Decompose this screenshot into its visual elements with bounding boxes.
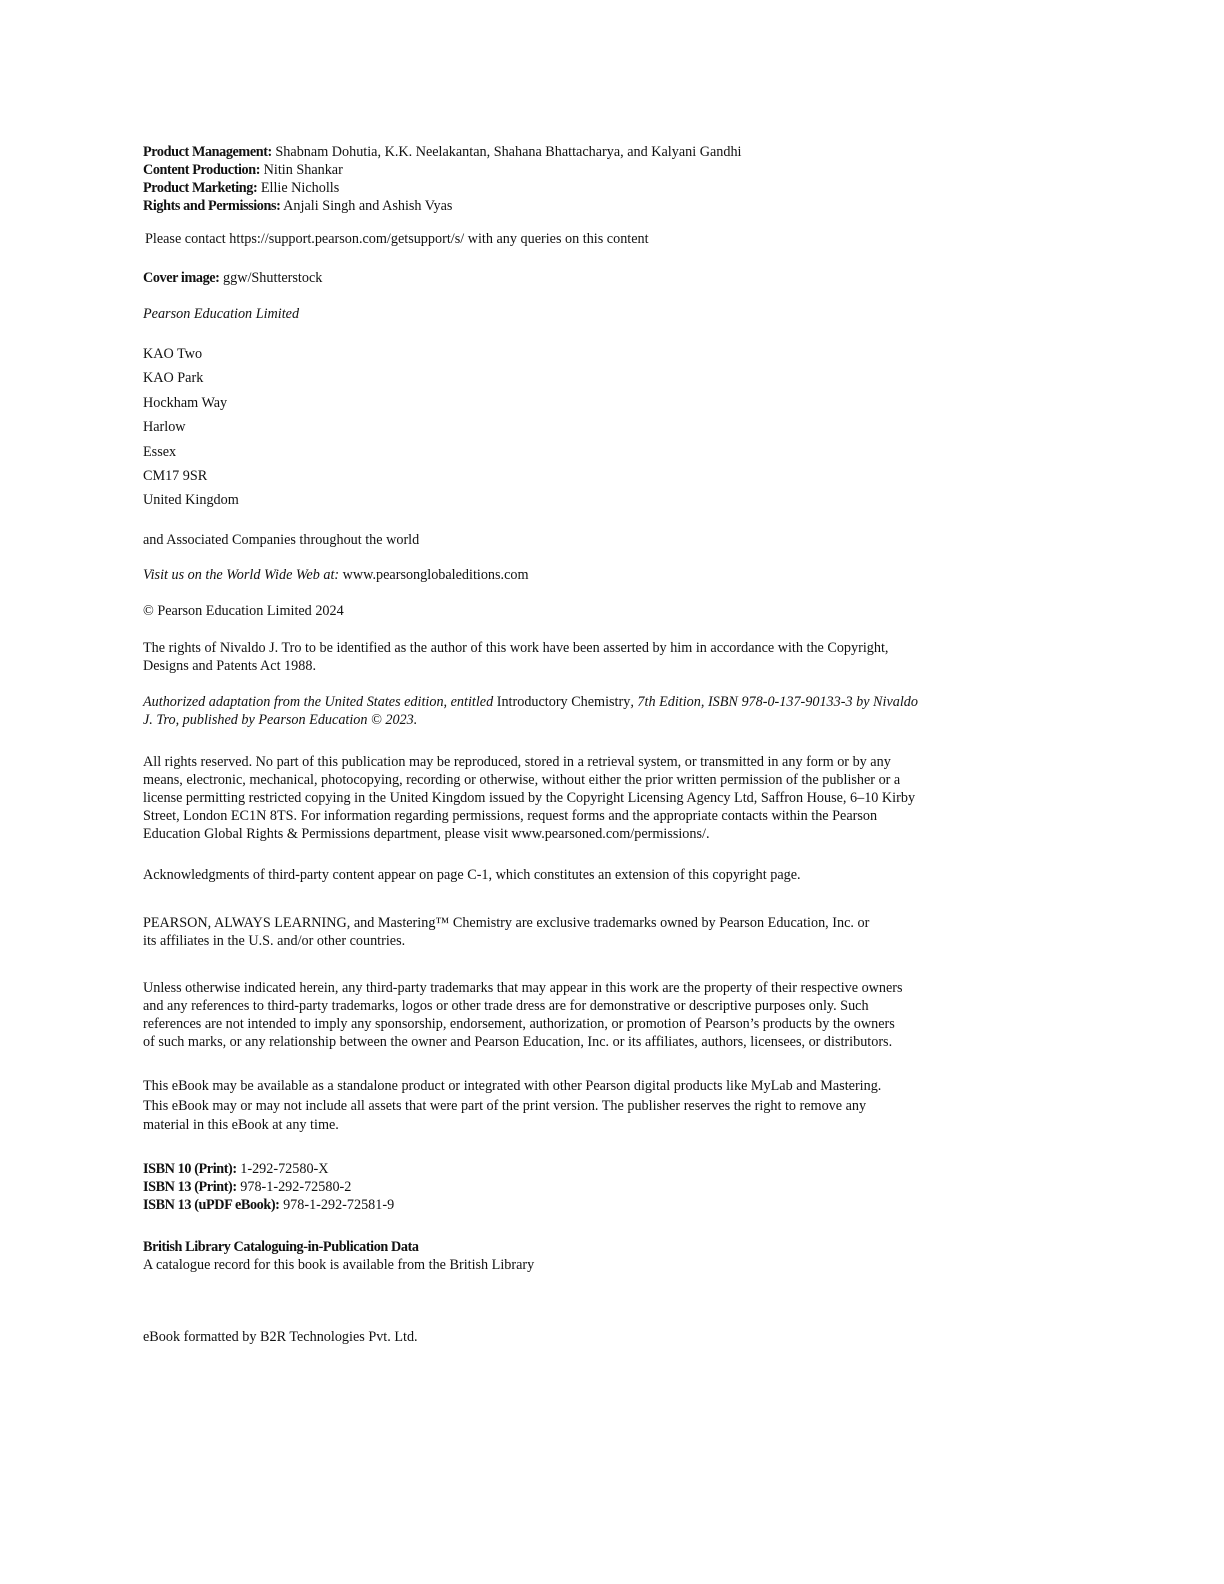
associated-companies: and Associated Companies throughout the world bbox=[143, 532, 420, 548]
publisher-address bbox=[143, 342, 1043, 513]
address-line: Essex bbox=[143, 443, 177, 460]
adaptation-post: , 7th Edition, ISBN 978-0-137-90133-3 by Nivaldo bbox=[630, 694, 918, 710]
rights-paragraph bbox=[143, 639, 1043, 675]
paragraph-line: of such marks, or any relationship between the owner and Pearson Education, Inc. or its affiliates, authors, licensees, or distributors. bbox=[143, 1034, 893, 1050]
paragraph-line: its affiliates in the U.S. and/or other countries. bbox=[143, 933, 406, 949]
rights-line: Designs and Patents Act 1988. bbox=[143, 658, 316, 674]
address-line: Harlow bbox=[143, 419, 186, 436]
address-line: United Kingdom bbox=[143, 492, 239, 509]
rights-line: The rights of Nivaldo J. Tro to be identified as the author of this work have been asserted by him in accordance with the Copyright, bbox=[143, 640, 889, 656]
isbn-label: ISBN 13 (uPDF eBook): bbox=[143, 1197, 280, 1213]
cip-block bbox=[143, 1238, 1043, 1274]
isbn-line bbox=[143, 1160, 1043, 1178]
address-line: KAO Park bbox=[143, 370, 204, 387]
cover-image-label: Cover image: bbox=[143, 270, 220, 286]
copyright-line: © Pearson Education Limited 2024 bbox=[143, 603, 344, 619]
isbn-line bbox=[143, 1178, 1043, 1196]
adaptation-pre: Authorized adaptation from the United States edition, entitled bbox=[143, 694, 494, 710]
cover-image-value: ggw/Shutterstock bbox=[219, 270, 323, 286]
formatted-by: eBook formatted by B2R Technologies Pvt. Ltd. bbox=[143, 1329, 418, 1345]
address-line: KAO Two bbox=[143, 346, 203, 362]
all-rights-paragraph bbox=[143, 753, 1043, 843]
web-label: Visit us on the World Wide Web at: bbox=[143, 567, 340, 583]
credit-line bbox=[143, 143, 1043, 161]
isbn-line bbox=[143, 1196, 1043, 1214]
isbn-label: ISBN 10 (Print): bbox=[143, 1161, 237, 1177]
paragraph-line: Street, London EC1N 8TS. For information regarding permissions, request forms and the appropriate contacts within the Pearson bbox=[143, 808, 878, 824]
credit-line bbox=[143, 179, 1043, 197]
adaptation-line2: J. Tro, published by Pearson Education © 2023. bbox=[143, 712, 418, 728]
paragraph-line: PEARSON, ALWAYS LEARNING, and Mastering™ Chemistry are exclusive trademarks owned by Pearson Education, Inc. or bbox=[143, 915, 870, 931]
paragraph-line: This eBook may be available as a standalone product or integrated with other Pearson digital products like MyLab and Mastering. bbox=[143, 1078, 882, 1094]
credit-value: Anjali Singh and Ashish Vyas bbox=[280, 198, 453, 214]
address-line: Hockham Way bbox=[143, 394, 228, 411]
paragraph-line: Unless otherwise indicated herein, any third-party trademarks that may appear in this work are the property of their respective owners bbox=[143, 980, 903, 996]
credit-value: Shabnam Dohutia, K.K. Neelakantan, Shahana Bhattacharya, and Kalyani Gandhi bbox=[271, 144, 742, 160]
trademarks-paragraph bbox=[143, 914, 1043, 950]
ebook-paragraph bbox=[143, 1077, 1043, 1136]
paragraph-line: material in this eBook at any time. bbox=[143, 1117, 339, 1133]
third-party-paragraph bbox=[143, 979, 1043, 1051]
credit-value: Ellie Nicholls bbox=[257, 180, 340, 196]
web-url[interactable]: www.pearsonglobaleditions.com bbox=[339, 567, 529, 583]
credit-label: Product Marketing: bbox=[143, 180, 258, 196]
cip-title-text: British Library Cataloguing-in-Publication Data bbox=[143, 1239, 419, 1255]
publisher-name-text: Pearson Education Limited bbox=[143, 306, 300, 322]
credits-block bbox=[143, 143, 1043, 215]
isbn-value: 978-1-292-72580-2 bbox=[236, 1179, 352, 1195]
credit-label: Product Management: bbox=[143, 144, 272, 160]
acknowledgments: Acknowledgments of third-party content appear on page C-1, which constitutes an extension of this copyright page. bbox=[143, 867, 801, 883]
cover-image-credit bbox=[143, 269, 1043, 287]
address-line: CM17 9SR bbox=[143, 467, 208, 484]
credit-value: Nitin Shankar bbox=[260, 162, 343, 178]
publisher-name bbox=[143, 305, 1043, 323]
isbn-block bbox=[143, 1160, 1043, 1214]
paragraph-line: Education Global Rights & Permissions department, please visit www.pearsoned.com/permissions/. bbox=[143, 826, 710, 842]
paragraph-line: license permitting restricted copying in the United Kingdom issued by the Copyright Licensing Agency Ltd, Saffron House, 6–10 Kirby bbox=[143, 790, 916, 806]
cip-text: A catalogue record for this book is available from the British Library bbox=[143, 1257, 535, 1273]
credit-line bbox=[143, 197, 1043, 215]
paragraph-line: means, electronic, mechanical, photocopying, recording or otherwise, without either the prior written permission of the publisher or a bbox=[143, 772, 901, 788]
isbn-label: ISBN 13 (Print): bbox=[143, 1179, 237, 1195]
paragraph-line: references are not intended to imply any sponsorship, endorsement, authorization, or promotion of Pearson’s products by the owners bbox=[143, 1016, 895, 1032]
adaptation-line bbox=[143, 711, 1043, 729]
isbn-value: 978-1-292-72581-9 bbox=[279, 1197, 395, 1213]
web-line bbox=[143, 566, 1043, 584]
credit-label: Rights and Permissions: bbox=[143, 198, 281, 214]
adaptation-line bbox=[143, 693, 1043, 711]
adaptation-paragraph bbox=[143, 693, 1043, 729]
cip-title bbox=[143, 1238, 1043, 1256]
isbn-value: 1-292-72580-X bbox=[236, 1161, 329, 1177]
adaptation-title: Introductory Chemistry bbox=[493, 694, 631, 710]
credit-label: Content Production: bbox=[143, 162, 261, 178]
paragraph-line: All rights reserved. No part of this publication may be reproduced, stored in a retrieval system, or transmitted in any form or by any bbox=[143, 754, 891, 770]
credit-line bbox=[143, 161, 1043, 179]
paragraph-line: and any references to third-party trademarks, logos or other trade dress are for demonstrative or descriptive purposes only. Such bbox=[143, 998, 869, 1014]
paragraph-line: This eBook may or may not include all assets that were part of the print version. The publisher reserves the right to remove any bbox=[143, 1097, 867, 1114]
contact-text: Please contact https://support.pearson.com/getsupport/s/ with any queries on this content bbox=[145, 231, 649, 247]
